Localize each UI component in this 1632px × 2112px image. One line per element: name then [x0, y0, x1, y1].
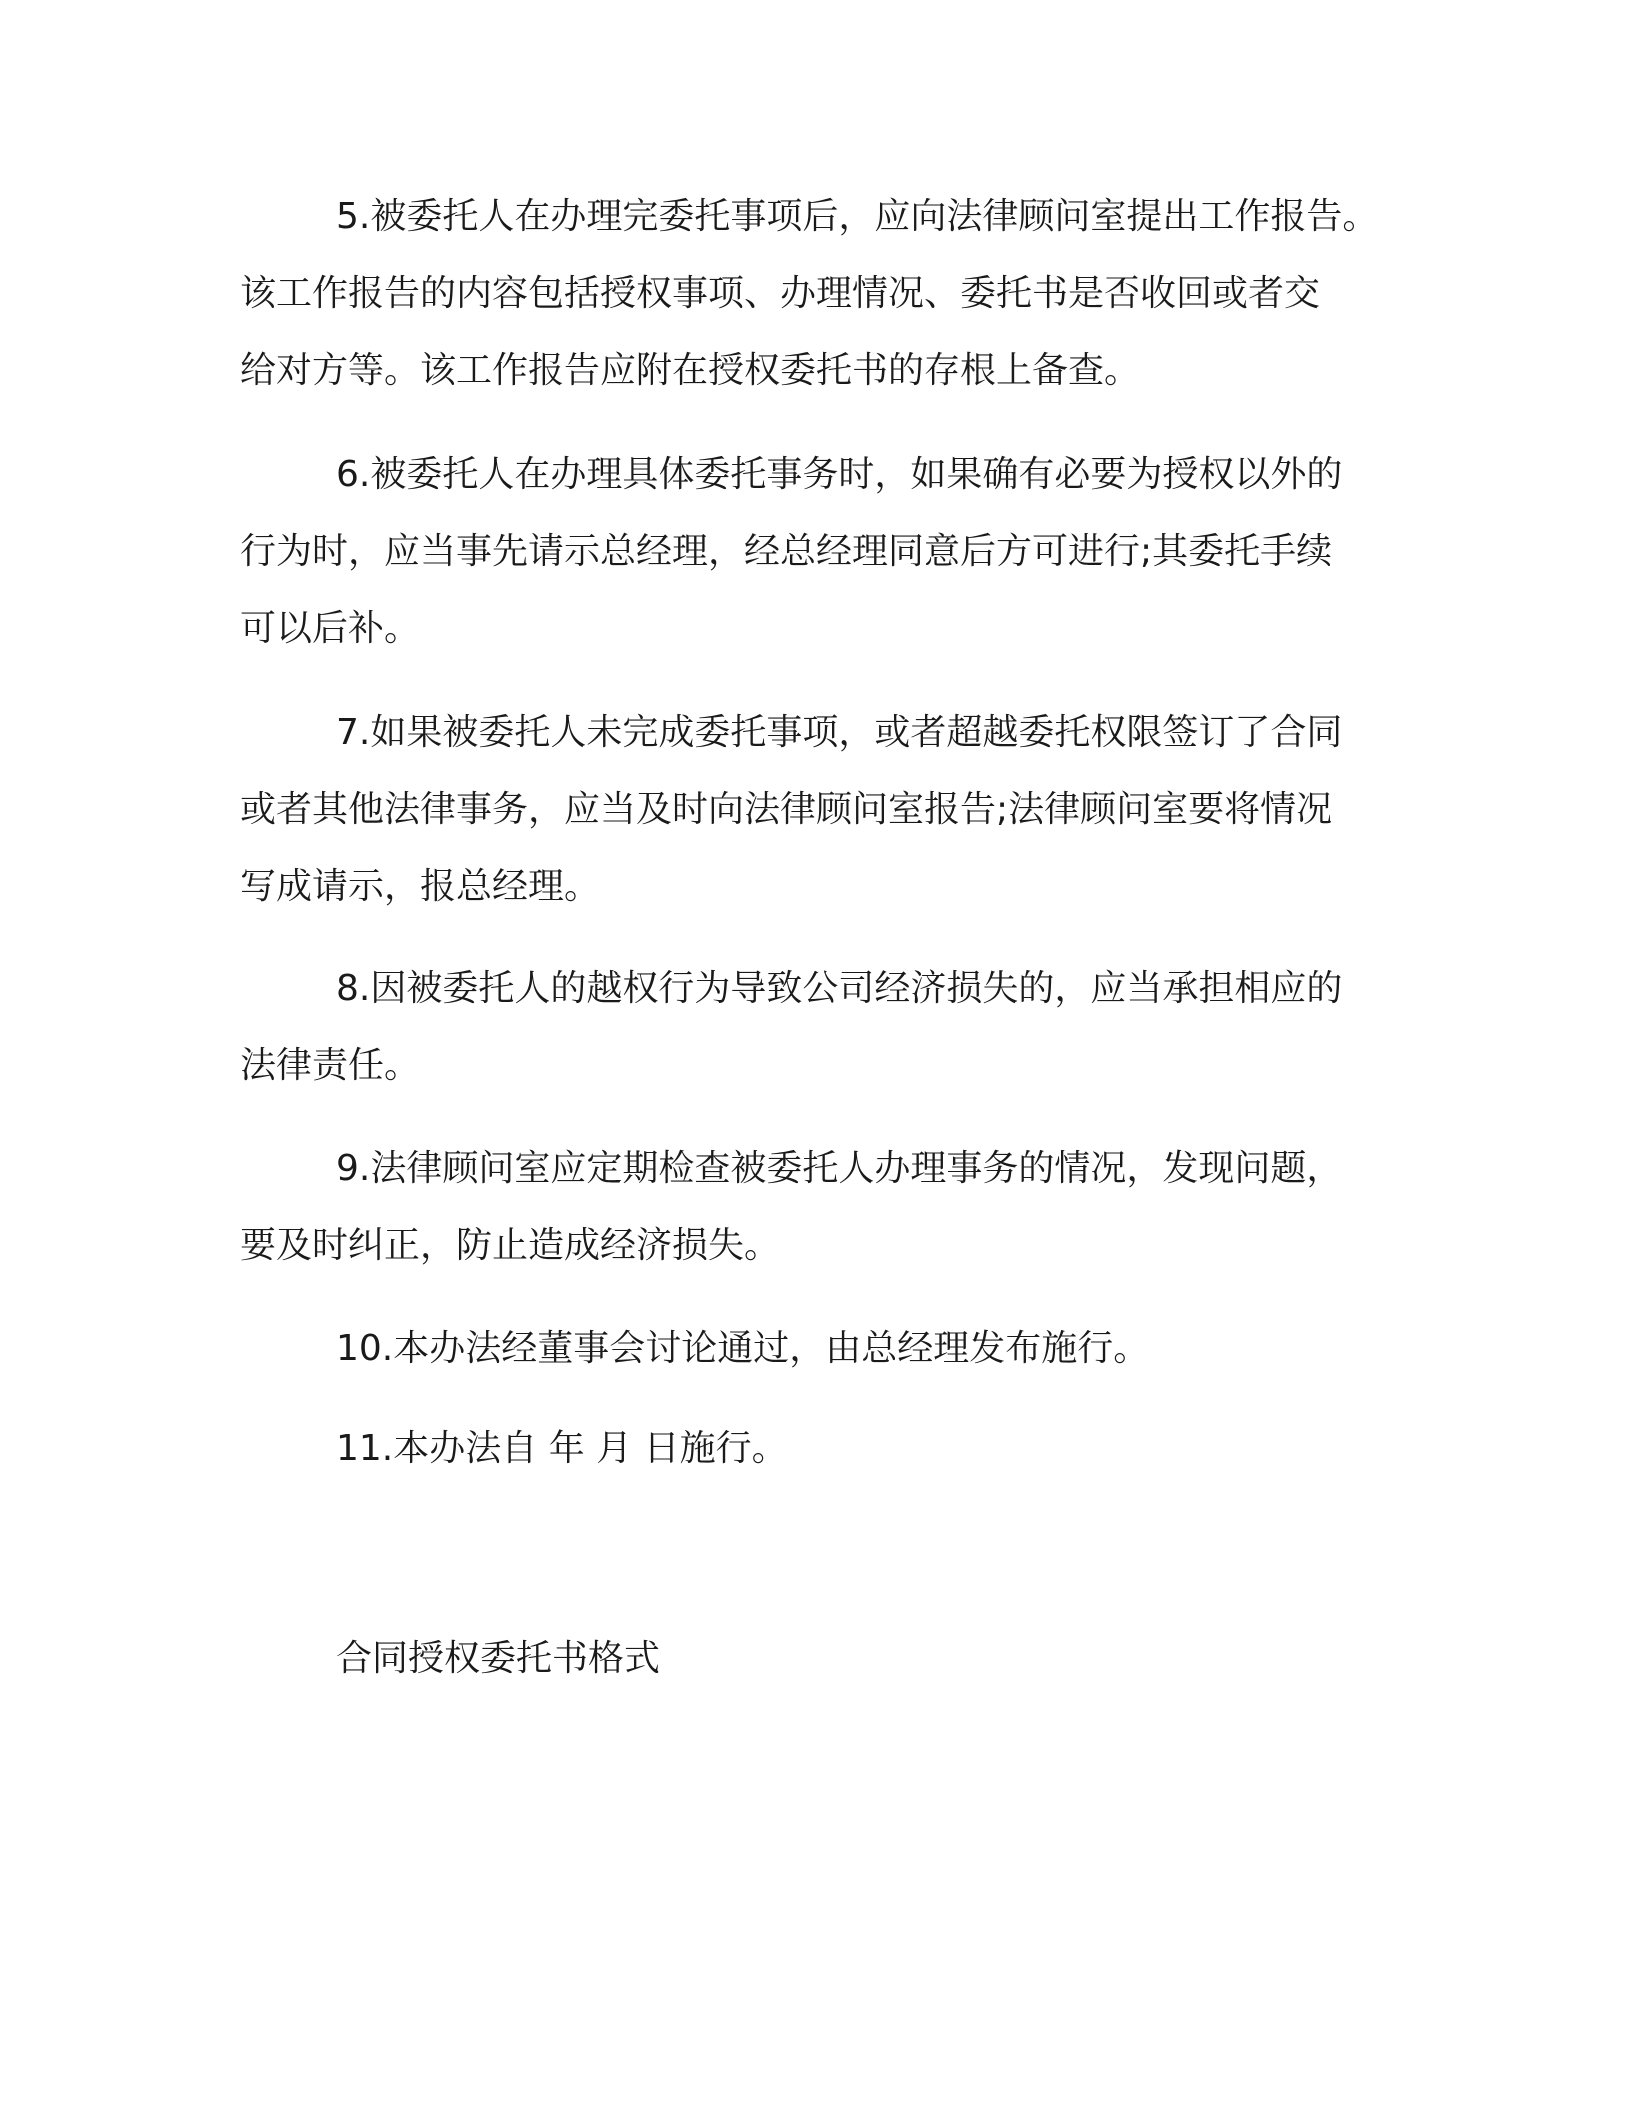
paragraph-line: 写成请示，报总经理。 — [240, 866, 601, 907]
paragraph-line: 该工作报告的内容包括授权事项、办理情况、委托书是否收回或者交 — [240, 273, 1321, 314]
paragraph-line: 法律责任。 — [240, 1045, 421, 1086]
paragraph-8 — [240, 950, 1400, 1104]
paragraph-line: 11.本办法自 年 月 日施行。 — [336, 1428, 788, 1469]
paragraph-line: 行为时，应当事先请示总经理，经总经理同意后方可进行;其委托手续 — [240, 531, 1333, 572]
paragraph-line: 6.被委托人在办理具体委托事务时，如果确有必要为授权以外的 — [336, 454, 1343, 495]
paragraph-7 — [240, 694, 1400, 925]
paragraph-9 — [240, 1130, 1400, 1284]
paragraph-10 — [240, 1310, 1400, 1387]
paragraph-6 — [240, 436, 1400, 667]
paragraph-line: 可以后补。 — [240, 608, 421, 649]
paragraph-line: 5.被委托人在办理完委托事项后，应向法律顾问室提出工作报告。 — [336, 196, 1379, 237]
paragraph-line: 要及时纠正，防止造成经济损失。 — [240, 1225, 781, 1266]
paragraph-5 — [240, 178, 1400, 409]
section-heading: 合同授权委托书格式 — [336, 1638, 661, 1679]
paragraph-line: 8.因被委托人的越权行为导致公司经济损失的，应当承担相应的 — [336, 968, 1343, 1009]
paragraph-line: 9.法律顾问室应定期检查被委托人办理事务的情况，发现问题， — [336, 1148, 1343, 1189]
paragraph-line: 给对方等。该工作报告应附在授权委托书的存根上备查。 — [240, 350, 1141, 391]
paragraph-line: 7.如果被委托人未完成委托事项，或者超越委托权限签订了合同 — [336, 712, 1343, 753]
paragraph-line: 或者其他法律事务，应当及时向法律顾问室报告;法律顾问室要将情况 — [240, 789, 1333, 830]
paragraph-line: 10.本办法经董事会讨论通过，由总经理发布施行。 — [336, 1328, 1150, 1369]
paragraph-11 — [240, 1410, 1400, 1487]
